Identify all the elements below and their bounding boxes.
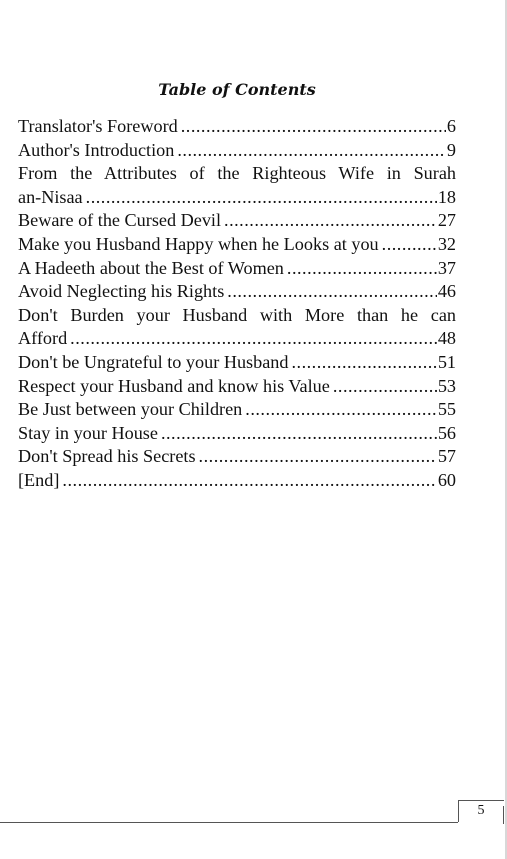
toc-entry	[18, 162, 456, 209]
toc-entry-page: 37	[437, 257, 456, 278]
toc-entry-page: 27	[437, 210, 456, 231]
toc-entry-page: 46	[437, 281, 456, 302]
toc-entry-title-first-line: From the Attributes of the Righteous Wife in Surah	[18, 163, 456, 184]
toc-entry-title: Respect your Husband and know his Value	[18, 375, 330, 396]
toc-entry	[18, 351, 456, 375]
toc-entry-page: 18	[437, 186, 456, 207]
toc-entry	[18, 375, 456, 399]
toc-entry	[18, 422, 456, 446]
toc-entry	[18, 469, 456, 493]
toc-entry-page: 51	[437, 351, 456, 372]
toc-entry	[18, 209, 456, 233]
page-title: Table of Contents	[158, 79, 316, 99]
toc-entry-page: 48	[437, 328, 456, 349]
toc-entry-title-first-line: Don't Burden your Husband with More than he can	[18, 304, 456, 325]
toc-entry	[18, 139, 456, 163]
dot-leader	[224, 209, 437, 233]
dot-leader	[70, 327, 437, 351]
toc-entry-page: 56	[437, 422, 456, 443]
dot-leader	[161, 422, 437, 446]
page-number: 5	[477, 803, 485, 818]
toc-entry-title: Don't Spread his Secrets	[18, 446, 196, 467]
toc-entry	[18, 115, 456, 139]
toc-entry-title: Avoid Neglecting his Rights	[18, 281, 225, 302]
dot-leader	[382, 233, 437, 257]
toc-entry-page: 32	[437, 233, 456, 254]
dot-leader	[245, 398, 437, 422]
toc-entry	[18, 280, 456, 304]
dot-leader	[86, 186, 437, 210]
dot-leader	[227, 280, 437, 304]
table-of-contents	[18, 115, 456, 493]
toc-entry-title: Be Just between your Children	[18, 399, 243, 420]
toc-entry-page: 60	[437, 469, 456, 490]
toc-entry-title: an-Nisaa	[18, 186, 83, 207]
toc-entry-page: 9	[446, 139, 456, 160]
dot-leader	[287, 257, 437, 281]
toc-entry-title: Beware of the Cursed Devil	[18, 210, 222, 231]
toc-entry-title: Don't be Ungrateful to your Husband	[18, 351, 289, 372]
toc-entry-title: Afford	[18, 328, 68, 349]
dot-leader	[177, 139, 446, 163]
toc-entry-page: 6	[446, 116, 456, 136]
toc-entry	[18, 445, 456, 469]
toc-entry-page: 55	[437, 399, 456, 420]
toc-entry-page: 53	[437, 375, 456, 396]
toc-entry	[18, 398, 456, 422]
toc-entry	[18, 304, 456, 351]
dot-leader	[199, 445, 437, 469]
footer-rule	[0, 822, 458, 823]
toc-entry-title: Translator's Foreword	[18, 116, 178, 136]
toc-entry-title: A Hadeeth about the Best of Women	[18, 257, 284, 278]
dot-leader	[181, 115, 446, 139]
toc-entry-page: 57	[437, 446, 456, 467]
dot-leader	[291, 351, 436, 375]
toc-entry-title: Author's Introduction	[18, 139, 175, 160]
toc-entry-title: [End]	[18, 469, 60, 490]
dot-leader	[62, 469, 436, 493]
toc-entry	[18, 257, 456, 281]
dot-leader	[333, 375, 437, 399]
toc-entry-title: Stay in your House	[18, 422, 158, 443]
toc-entry-title: Make you Husband Happy when he Looks at you	[18, 233, 379, 254]
toc-entry	[18, 233, 456, 257]
